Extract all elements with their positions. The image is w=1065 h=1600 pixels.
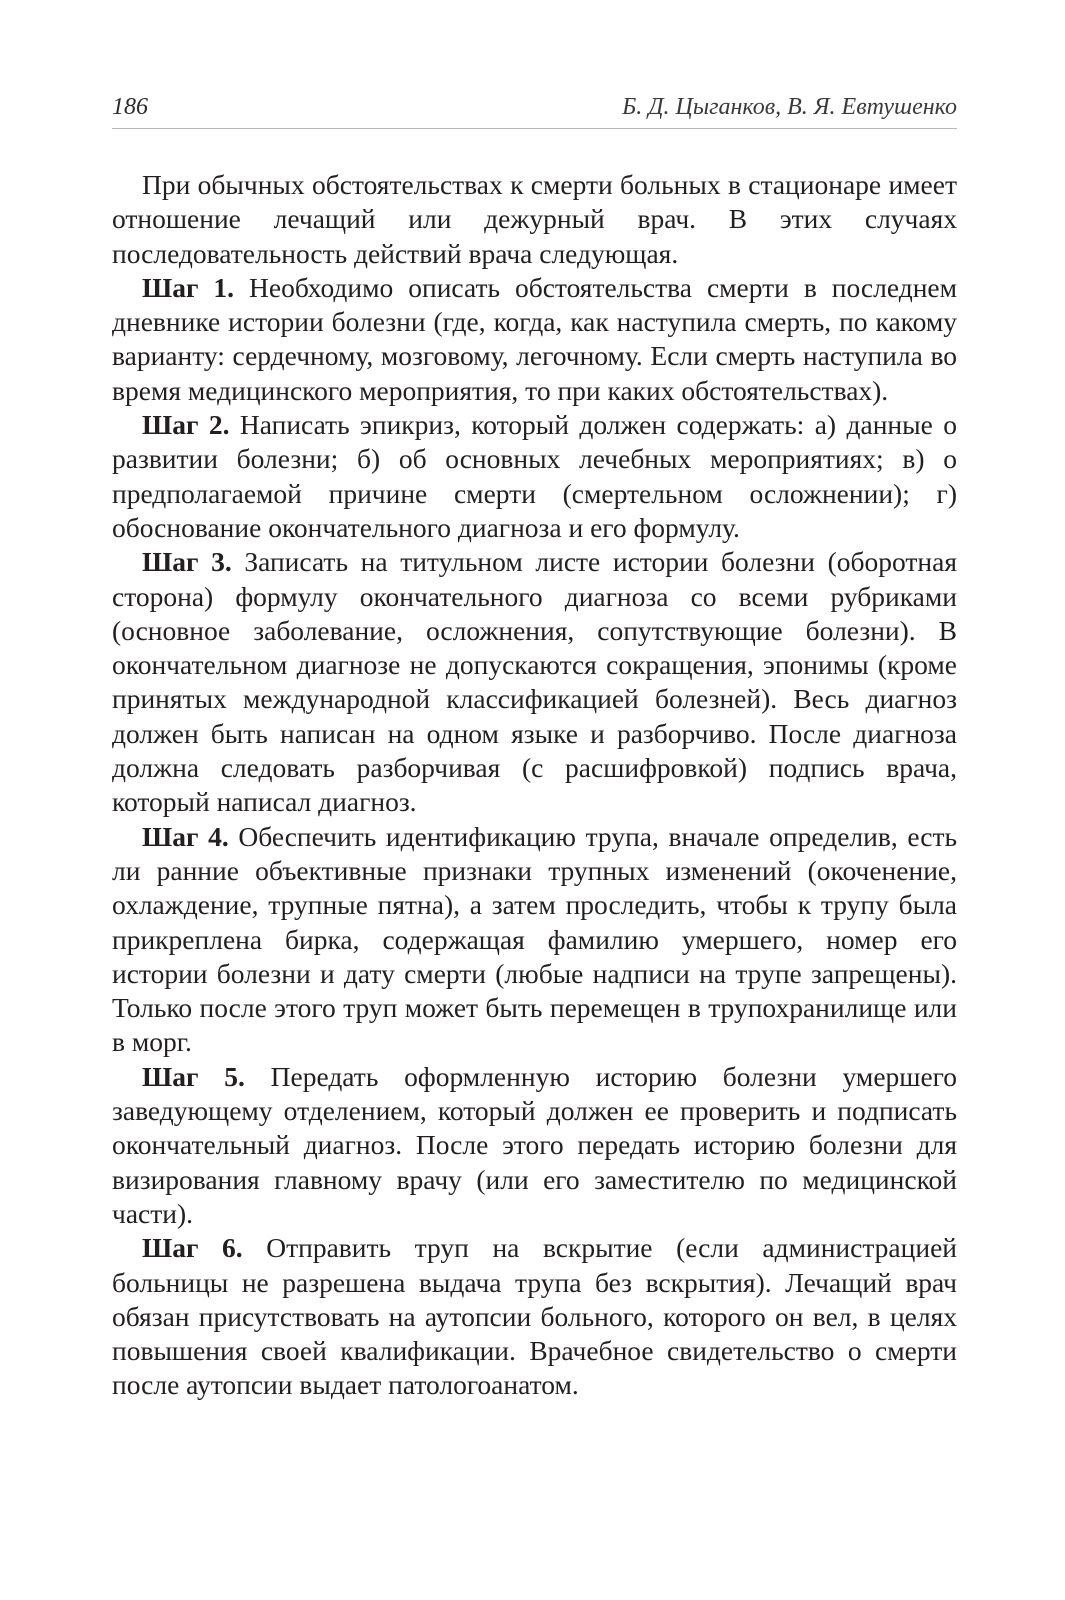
step-1-label: Шаг 1.	[142, 271, 235, 303]
step-3-label: Шаг 3.	[142, 546, 232, 578]
running-head	[112, 88, 957, 129]
step-4-label: Шаг 4.	[142, 820, 229, 852]
step-5-label: Шаг 5.	[142, 1060, 245, 1092]
step-4-text: Обеспечить идентификацию трупа, вначале определив, есть ли ранние объективные признаки трупных изменений (окоченение, охлаждение, трупные пятна), а затем проследить, чтобы к трупу была прикреплена бирка, содержащая фамилию умершего, номер его истории болезни и дату смерти (любые надписи на трупе запрещены). Только после этого труп может быть перемещен в трупохранилище или в морг.	[112, 820, 957, 1058]
intro-paragraph: При обычных обстоятельствах к смерти больных в стационаре имеет отношение лечащий или дежурный врач. В этих случаях последовательность действий врача следующая.	[112, 169, 957, 269]
step-3-text: Записать на титульном листе истории болезни (оборотная сторона) формулу окончательного диагноза со всеми рубриками (основное заболевание, осложнения, сопутствующие болезни). В окончательном диагнозе не допускаются сокращения, эпонимы (кроме принятых международной классификацией болезней). Весь диагноз должен быть написан на одном языке и разборчиво. После диагноза должна следовать разборчивая (с расшифровкой) подпись врача, который написал диагноз.	[112, 546, 957, 818]
step-6-paragraph	[112, 1231, 957, 1402]
step-4-paragraph	[112, 820, 957, 1060]
step-6-label: Шаг 6.	[142, 1232, 243, 1264]
step-5-paragraph	[112, 1060, 957, 1231]
step-2-label: Шаг 2.	[142, 409, 230, 441]
step-1-paragraph	[112, 271, 957, 408]
step-5-text: Передать оформленную историю болезни умершего заведующему отделением, который должен ее проверить и подписать окончательный диагноз. После этого передать историю болезни для визирования главному врачу (или его заместителю по медицинской части).	[112, 1060, 957, 1229]
step-2-text: Написать эпикриз, который должен содержать: а) данные о развитии болезни; б) об основных лечебных мероприятиях; в) о предполагаемой причине смерти (смертельном осложнении); г) обоснование окончательного диагноза и его формулу.	[112, 409, 957, 543]
running-head-authors: Б. Д. Цыганков, В. Я. Евтушенко	[622, 94, 957, 120]
step-3-paragraph	[112, 545, 957, 819]
page-number: 186	[112, 94, 148, 120]
body-text	[112, 168, 957, 1403]
step-6-text: Отправить труп на вскрытие (если администрацией больницы не разрешена выдача трупа без вскрытия). Лечащий врач обязан присутствовать на аутопсии больного, которого он вел, в целях повышения своей квалификации. Врачебное свидетельство о смерти после аутопсии выдает патологоанатом.	[112, 1232, 957, 1401]
step-1-text: Необходимо описать обстоятельства смерти в последнем дневнике истории болезни (где, когда, как наступила смерть, по какому варианту: сердечному, мозговому, легочному. Если смерть наступила во время медицинского мероприятия, то при каких обстоятельствах).	[112, 271, 958, 406]
step-2-paragraph	[112, 408, 957, 545]
